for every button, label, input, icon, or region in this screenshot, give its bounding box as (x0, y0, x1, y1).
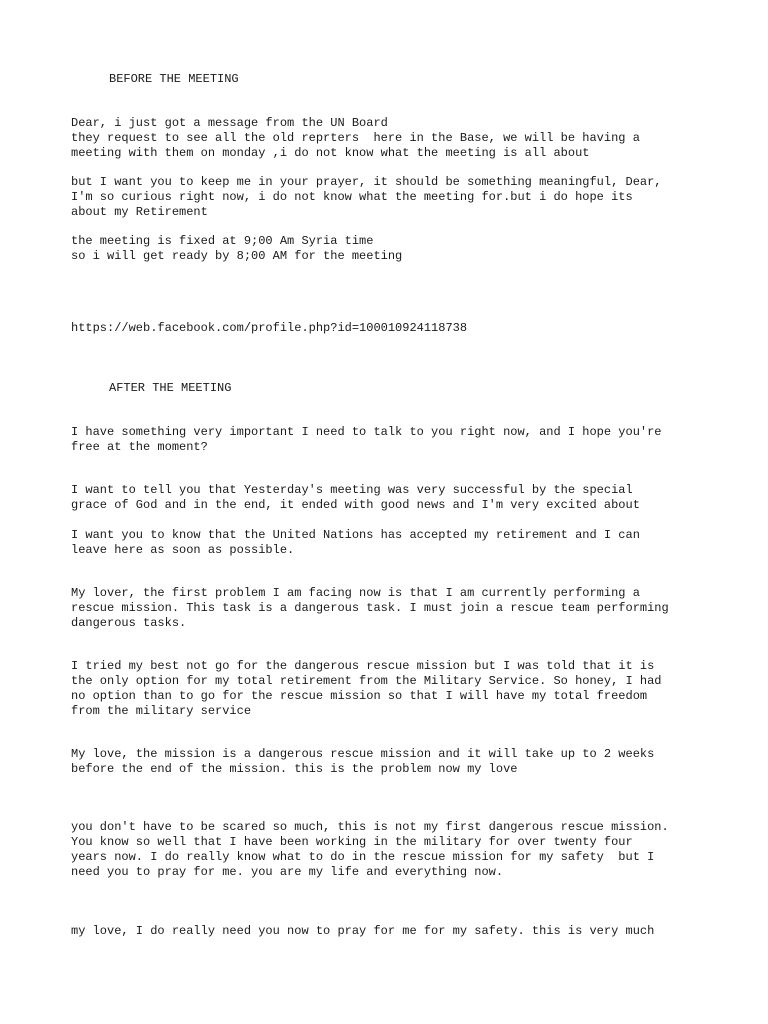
paragraph-line: You know so well that I have been working in the military for over twenty four (71, 835, 633, 849)
heading-before-meeting: BEFORE THE MEETING (109, 72, 239, 86)
paragraph-line: rescue mission. This task is a dangerous task. I must join a rescue team performing (71, 601, 669, 615)
paragraph-line: I tried my best not go for the dangerous rescue mission but I was told that it is (71, 659, 655, 673)
paragraph-line: leave here as soon as possible. (71, 543, 295, 557)
paragraph-line: Dear, i just got a message from the UN Board (71, 116, 388, 130)
paragraph-line: my love, I do really need you now to pray for me for my safety. this is very much (71, 924, 655, 938)
paragraph-line: you don't have to be scared so much, this is not my first dangerous rescue mission. (71, 820, 669, 834)
paragraph-line: I'm so curious right now, i do not know what the meeting for.but i do hope its (71, 190, 633, 204)
paragraph-line: but I want you to keep me in your prayer, it should be something meaningful, Dear, (71, 175, 662, 189)
paragraph-line: years now. I do really know what to do in the rescue mission for my safety but I (71, 850, 655, 864)
paragraph-line: from the military service (71, 704, 252, 718)
paragraph-line: My love, the mission is a dangerous rescue mission and it will take up to 2 weeks (71, 747, 655, 761)
paragraph-line: need you to pray for me. you are my life and everything now. (71, 865, 504, 879)
facebook-profile-link[interactable]: https://web.facebook.com/profile.php?id=100010924118738 (71, 321, 468, 335)
paragraph-line: so i will get ready by 8;00 AM for the meeting (71, 249, 403, 263)
paragraph-line: My lover, the first problem I am facing now is that I am currently performing a (71, 586, 640, 600)
paragraph-line: no option than to go for the rescue mission so that I will have my total freedom (71, 689, 648, 703)
paragraph-line: about my Retirement (71, 205, 208, 219)
paragraph-line: I want to tell you that Yesterday's meeting was very successful by the special (71, 483, 633, 497)
paragraph-line: grace of God and in the end, it ended with good news and I'm very excited about (71, 498, 640, 512)
paragraph-line: free at the moment? (71, 440, 208, 454)
heading-after-meeting: AFTER THE MEETING (109, 381, 232, 395)
paragraph-line: the meeting is fixed at 9;00 Am Syria time (71, 234, 374, 248)
paragraph-line: the only option for my total retirement from the Military Service. So honey, I had (71, 674, 662, 688)
paragraph-line: they request to see all the old reprters here in the Base, we will be having a (71, 131, 640, 145)
paragraph-line: before the end of the mission. this is the problem now my love (71, 762, 518, 776)
paragraph-line: dangerous tasks. (71, 616, 187, 630)
paragraph-line: I want you to know that the United Nations has accepted my retirement and I can (71, 528, 640, 542)
paragraph-line: meeting with them on monday ,i do not know what the meeting is all about (71, 146, 590, 160)
paragraph-line: I have something very important I need to talk to you right now, and I hope you're (71, 425, 662, 439)
